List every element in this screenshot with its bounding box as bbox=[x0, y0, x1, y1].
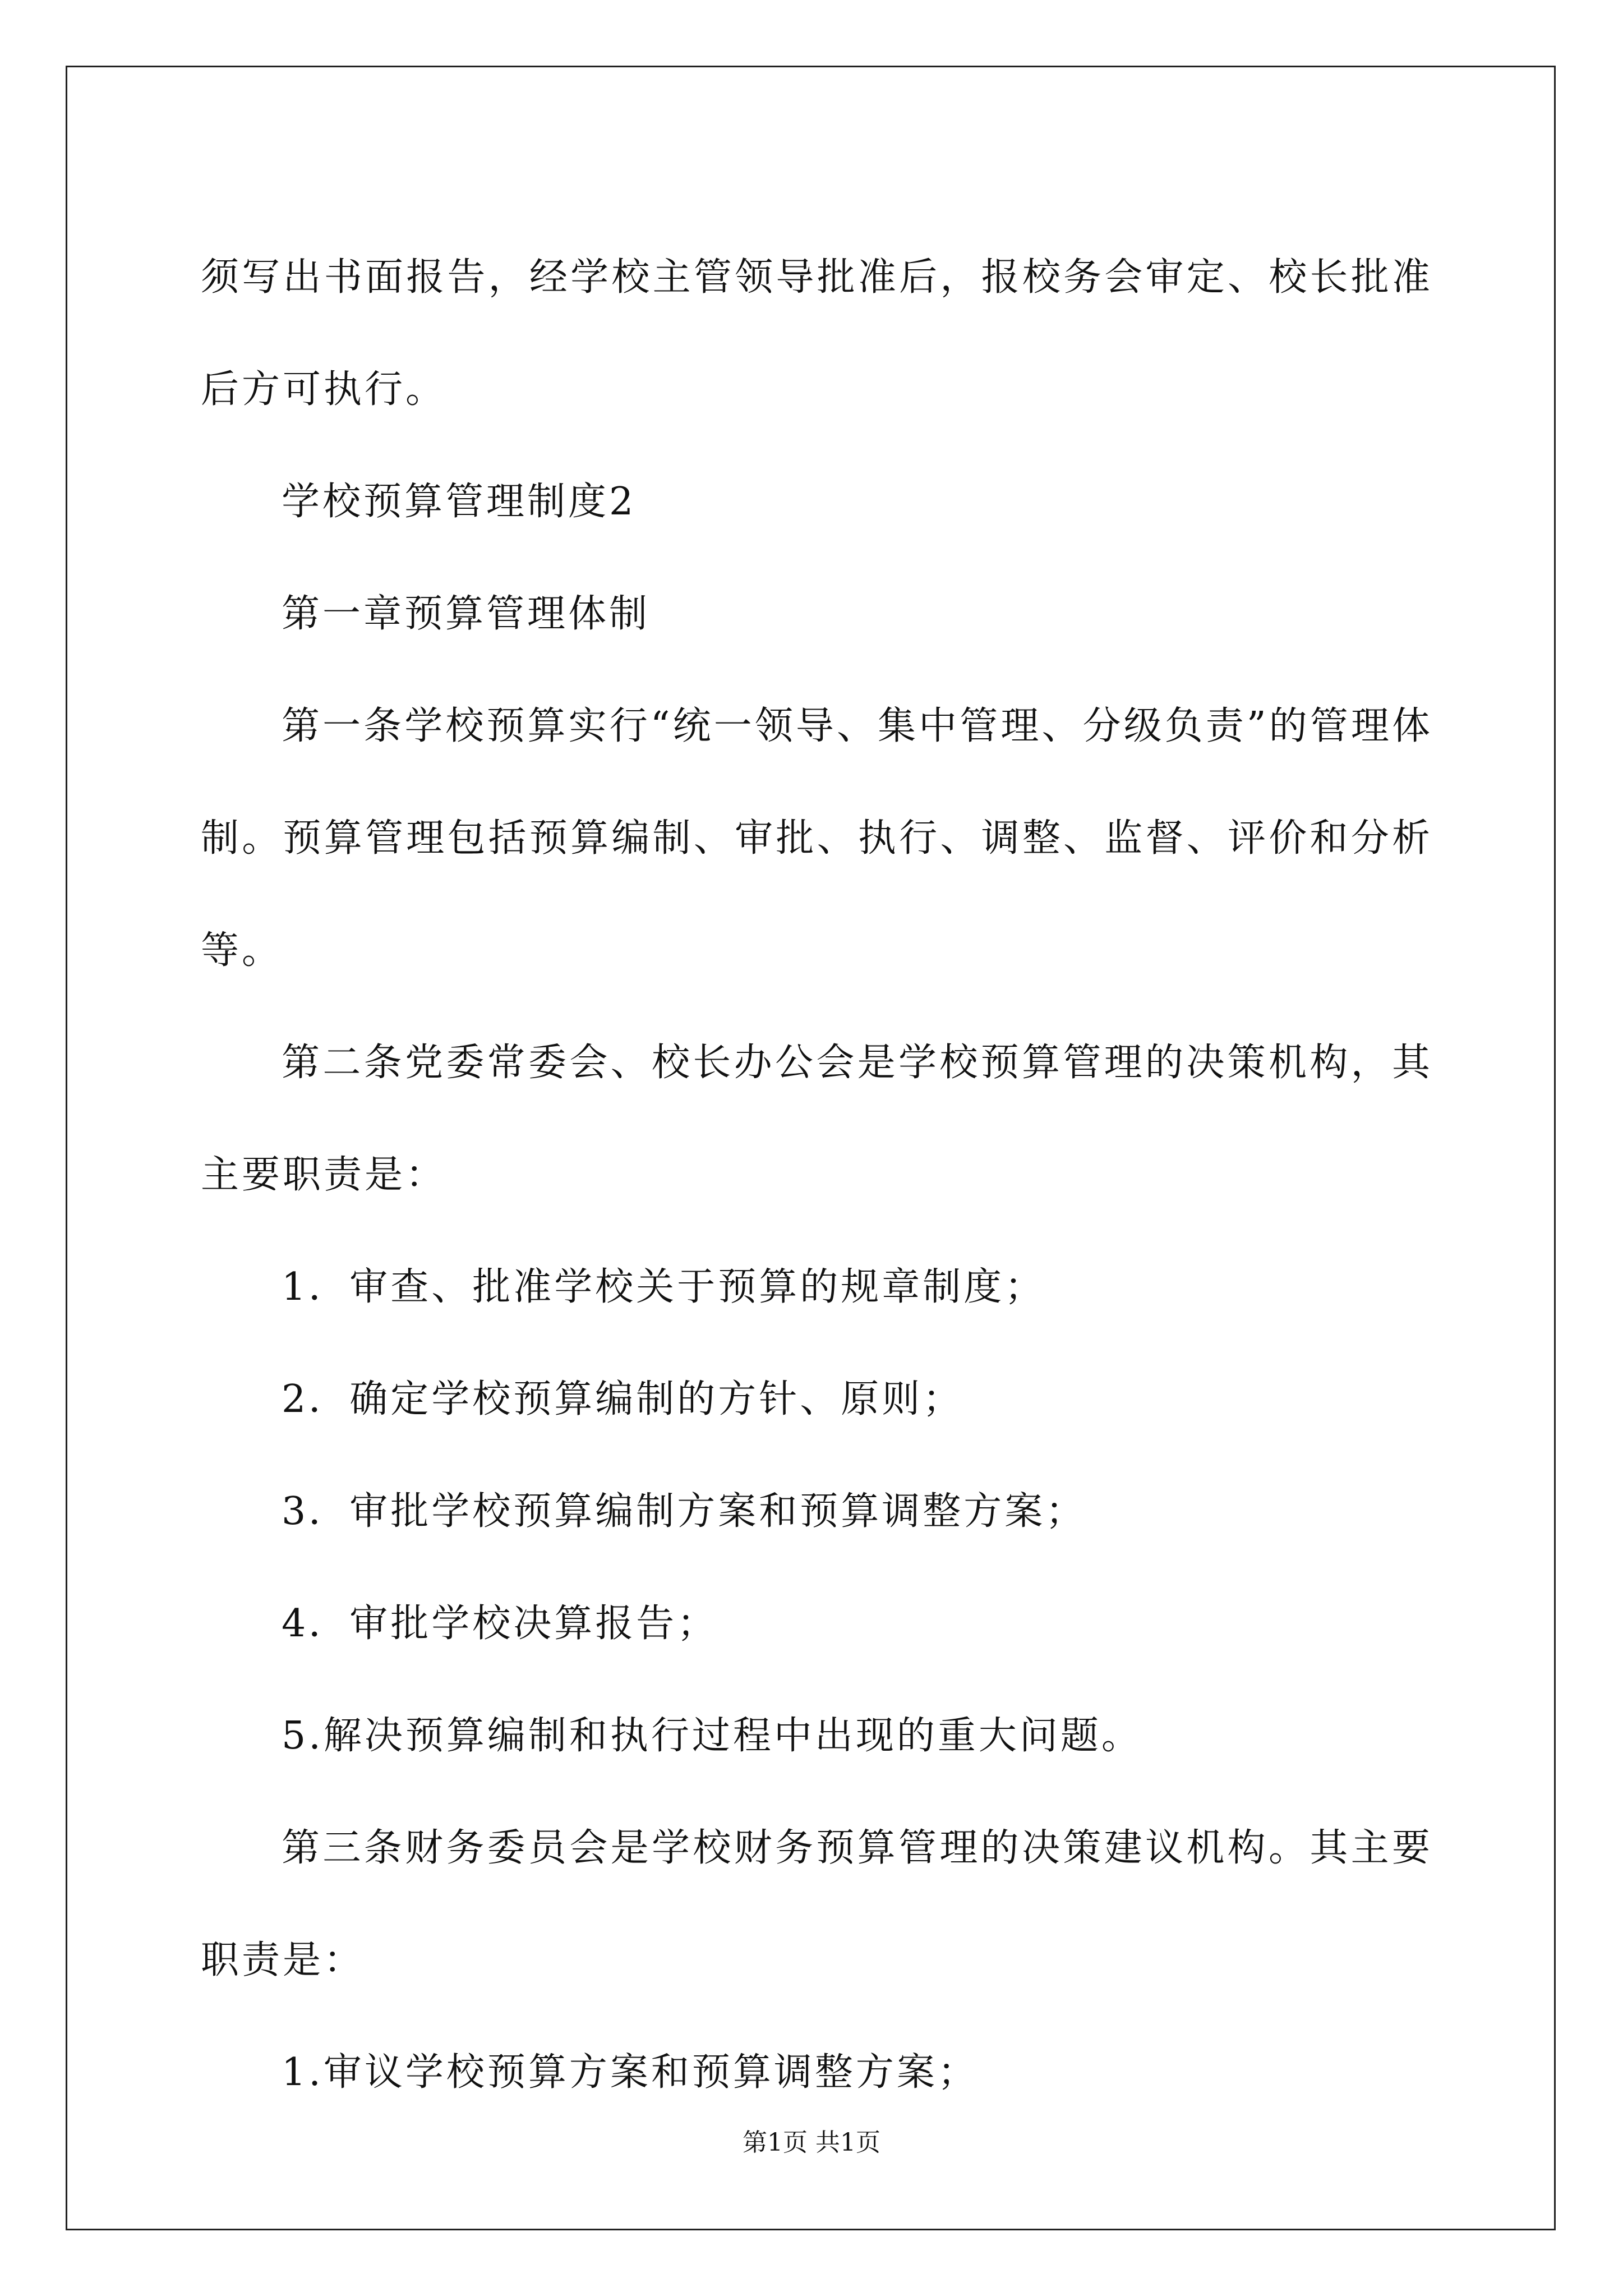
list-item: 3．审批学校预算编制方案和预算调整方案； bbox=[282, 1489, 1087, 1534]
page-number-footer: 第1页 共1页 bbox=[743, 2128, 880, 2157]
article-paragraph: 第二条党委常委会、校长办公会是学校预算管理的决策机构，其主要职责是： bbox=[201, 1041, 1433, 1197]
article-paragraph: 第一条学校预算实行“统一领导、集中管理、分级负责”的管理体制。预算管理包括预算编制、审批、执行、调整、监督、评价和分析等。 bbox=[201, 704, 1433, 973]
list-item: 1.审议学校预算方案和预算调整方案； bbox=[282, 2050, 979, 2095]
list-item: 4．审批学校决算报告； bbox=[282, 1602, 718, 1646]
article-paragraph: 第三条财务委员会是学校财务预算管理的决策建议机构。其主要职责是： bbox=[201, 1826, 1433, 1982]
list-item: 1．审查、批准学校关于预算的规章制度； bbox=[282, 1265, 1046, 1309]
list-item: 5.解决预算编制和执行过程中出现的重大问题。 bbox=[282, 1714, 1142, 1758]
section-title: 学校预算管理制度2 bbox=[282, 480, 637, 524]
list-item: 2．确定学校预算编制的方针、原则； bbox=[282, 1377, 964, 1421]
paragraph: 须写出书面报告，经学校主管领导批准后，报校务会审定、校长批准后方可执行。 bbox=[201, 255, 1433, 412]
document-body bbox=[201, 222, 1433, 2129]
chapter-heading: 第一章预算管理体制 bbox=[282, 592, 651, 636]
